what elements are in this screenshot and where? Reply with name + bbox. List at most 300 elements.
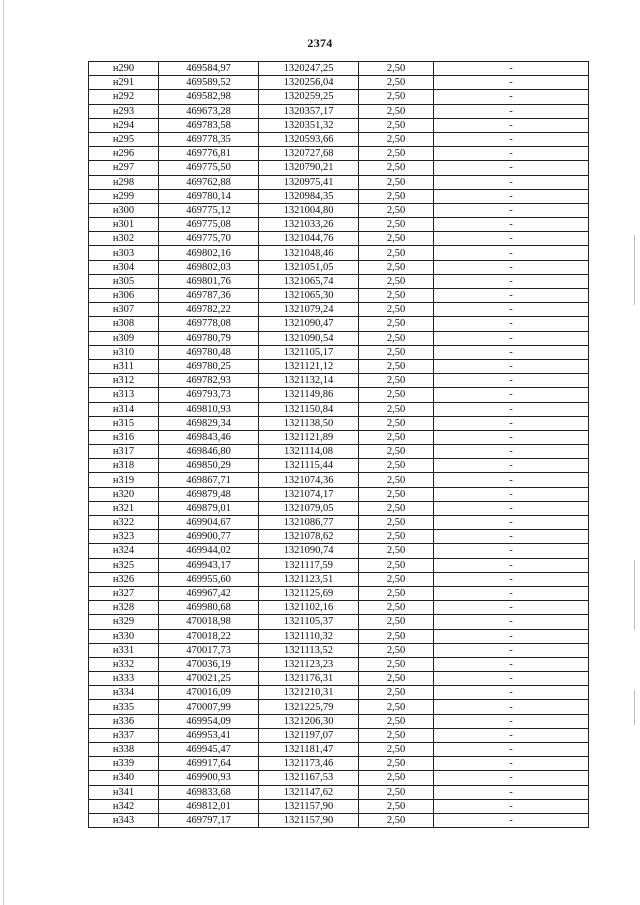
description-cell: - bbox=[434, 516, 589, 530]
x-coordinate-cell: 470016,09 bbox=[159, 686, 259, 700]
description-cell: - bbox=[434, 757, 589, 771]
description-cell: - bbox=[434, 62, 589, 76]
description-cell: - bbox=[434, 728, 589, 742]
accuracy-cell: 2,50 bbox=[359, 132, 434, 146]
y-coordinate-cell: 1321123,23 bbox=[259, 657, 359, 671]
y-coordinate-cell: 1321197,07 bbox=[259, 728, 359, 742]
point-id-cell: н330 bbox=[89, 629, 159, 643]
y-coordinate-cell: 1321078,62 bbox=[259, 530, 359, 544]
table-row bbox=[89, 62, 589, 76]
table-row bbox=[89, 501, 589, 515]
y-coordinate-cell: 1320247,25 bbox=[259, 62, 359, 76]
table-row bbox=[89, 90, 589, 104]
table-row bbox=[89, 629, 589, 643]
description-cell: - bbox=[434, 558, 589, 572]
table-row bbox=[89, 430, 589, 444]
y-coordinate-cell: 1321090,54 bbox=[259, 331, 359, 345]
y-coordinate-cell: 1321090,47 bbox=[259, 317, 359, 331]
accuracy-cell: 2,50 bbox=[359, 785, 434, 799]
accuracy-cell: 2,50 bbox=[359, 274, 434, 288]
point-id-cell: н294 bbox=[89, 118, 159, 132]
description-cell: - bbox=[434, 629, 589, 643]
description-cell: - bbox=[434, 430, 589, 444]
x-coordinate-cell: 469762,88 bbox=[159, 175, 259, 189]
table-row bbox=[89, 586, 589, 600]
description-cell: - bbox=[434, 274, 589, 288]
table-row bbox=[89, 813, 589, 827]
accuracy-cell: 2,50 bbox=[359, 303, 434, 317]
y-coordinate-cell: 1321147,62 bbox=[259, 785, 359, 799]
y-coordinate-cell: 1321125,69 bbox=[259, 586, 359, 600]
x-coordinate-cell: 469944,02 bbox=[159, 544, 259, 558]
y-coordinate-cell: 1321206,30 bbox=[259, 714, 359, 728]
table-row bbox=[89, 317, 589, 331]
table-row bbox=[89, 76, 589, 90]
description-cell: - bbox=[434, 813, 589, 827]
table-row bbox=[89, 132, 589, 146]
y-coordinate-cell: 1321065,30 bbox=[259, 289, 359, 303]
y-coordinate-cell: 1321105,17 bbox=[259, 345, 359, 359]
accuracy-cell: 2,50 bbox=[359, 459, 434, 473]
point-id-cell: н336 bbox=[89, 714, 159, 728]
point-id-cell: н300 bbox=[89, 203, 159, 217]
scan-right-mark bbox=[634, 560, 635, 630]
y-coordinate-cell: 1321079,05 bbox=[259, 501, 359, 515]
scan-right-mark bbox=[634, 690, 635, 725]
x-coordinate-cell: 469802,03 bbox=[159, 260, 259, 274]
description-cell: - bbox=[434, 359, 589, 373]
table-row bbox=[89, 416, 589, 430]
point-id-cell: н332 bbox=[89, 657, 159, 671]
description-cell: - bbox=[434, 743, 589, 757]
y-coordinate-cell: 1321114,08 bbox=[259, 445, 359, 459]
description-cell: - bbox=[434, 459, 589, 473]
x-coordinate-cell: 469850,29 bbox=[159, 459, 259, 473]
accuracy-cell: 2,50 bbox=[359, 813, 434, 827]
point-id-cell: н320 bbox=[89, 487, 159, 501]
table-row bbox=[89, 544, 589, 558]
x-coordinate-cell: 470021,25 bbox=[159, 672, 259, 686]
point-id-cell: н342 bbox=[89, 799, 159, 813]
x-coordinate-cell: 469980,68 bbox=[159, 601, 259, 615]
description-cell: - bbox=[434, 445, 589, 459]
description-cell: - bbox=[434, 218, 589, 232]
accuracy-cell: 2,50 bbox=[359, 232, 434, 246]
table-row bbox=[89, 203, 589, 217]
point-id-cell: н298 bbox=[89, 175, 159, 189]
accuracy-cell: 2,50 bbox=[359, 76, 434, 90]
description-cell: - bbox=[434, 104, 589, 118]
y-coordinate-cell: 1321004,80 bbox=[259, 203, 359, 217]
x-coordinate-cell: 469582,98 bbox=[159, 90, 259, 104]
point-id-cell: н316 bbox=[89, 430, 159, 444]
point-id-cell: н319 bbox=[89, 473, 159, 487]
y-coordinate-cell: 1321149,86 bbox=[259, 388, 359, 402]
accuracy-cell: 2,50 bbox=[359, 331, 434, 345]
description-cell: - bbox=[434, 544, 589, 558]
accuracy-cell: 2,50 bbox=[359, 445, 434, 459]
description-cell: - bbox=[434, 615, 589, 629]
table-row bbox=[89, 728, 589, 742]
table-row bbox=[89, 161, 589, 175]
x-coordinate-cell: 469801,76 bbox=[159, 274, 259, 288]
x-coordinate-cell: 469780,14 bbox=[159, 189, 259, 203]
y-coordinate-cell: 1320357,17 bbox=[259, 104, 359, 118]
x-coordinate-cell: 469780,25 bbox=[159, 359, 259, 373]
accuracy-cell: 2,50 bbox=[359, 743, 434, 757]
y-coordinate-cell: 1320351,32 bbox=[259, 118, 359, 132]
table-row bbox=[89, 672, 589, 686]
point-id-cell: н339 bbox=[89, 757, 159, 771]
table-row bbox=[89, 303, 589, 317]
y-coordinate-cell: 1320593,66 bbox=[259, 132, 359, 146]
point-id-cell: н338 bbox=[89, 743, 159, 757]
accuracy-cell: 2,50 bbox=[359, 728, 434, 742]
x-coordinate-cell: 469782,22 bbox=[159, 303, 259, 317]
accuracy-cell: 2,50 bbox=[359, 572, 434, 586]
y-coordinate-cell: 1321033,26 bbox=[259, 218, 359, 232]
x-coordinate-cell: 470017,73 bbox=[159, 643, 259, 657]
description-cell: - bbox=[434, 203, 589, 217]
x-coordinate-cell: 469673,28 bbox=[159, 104, 259, 118]
table-row bbox=[89, 601, 589, 615]
point-id-cell: н301 bbox=[89, 218, 159, 232]
y-coordinate-cell: 1321065,74 bbox=[259, 274, 359, 288]
point-id-cell: н290 bbox=[89, 62, 159, 76]
point-id-cell: н333 bbox=[89, 672, 159, 686]
x-coordinate-cell: 469900,77 bbox=[159, 530, 259, 544]
description-cell: - bbox=[434, 473, 589, 487]
point-id-cell: н296 bbox=[89, 147, 159, 161]
accuracy-cell: 2,50 bbox=[359, 700, 434, 714]
point-id-cell: н343 bbox=[89, 813, 159, 827]
x-coordinate-cell: 469945,47 bbox=[159, 743, 259, 757]
accuracy-cell: 2,50 bbox=[359, 289, 434, 303]
table-row bbox=[89, 402, 589, 416]
accuracy-cell: 2,50 bbox=[359, 147, 434, 161]
x-coordinate-cell: 469900,93 bbox=[159, 771, 259, 785]
coordinates-table bbox=[88, 61, 589, 828]
x-coordinate-cell: 469843,46 bbox=[159, 430, 259, 444]
table-row bbox=[89, 530, 589, 544]
y-coordinate-cell: 1321176,31 bbox=[259, 672, 359, 686]
description-cell: - bbox=[434, 700, 589, 714]
table-row bbox=[89, 289, 589, 303]
description-cell: - bbox=[434, 657, 589, 671]
y-coordinate-cell: 1320256,04 bbox=[259, 76, 359, 90]
table-row bbox=[89, 246, 589, 260]
table-row bbox=[89, 388, 589, 402]
table-row bbox=[89, 516, 589, 530]
x-coordinate-cell: 470018,98 bbox=[159, 615, 259, 629]
x-coordinate-cell: 469793,73 bbox=[159, 388, 259, 402]
point-id-cell: н341 bbox=[89, 785, 159, 799]
accuracy-cell: 2,50 bbox=[359, 516, 434, 530]
table-row bbox=[89, 686, 589, 700]
description-cell: - bbox=[434, 601, 589, 615]
description-cell: - bbox=[434, 416, 589, 430]
y-coordinate-cell: 1321225,79 bbox=[259, 700, 359, 714]
accuracy-cell: 2,50 bbox=[359, 402, 434, 416]
accuracy-cell: 2,50 bbox=[359, 62, 434, 76]
point-id-cell: н292 bbox=[89, 90, 159, 104]
point-id-cell: н309 bbox=[89, 331, 159, 345]
x-coordinate-cell: 469775,70 bbox=[159, 232, 259, 246]
accuracy-cell: 2,50 bbox=[359, 359, 434, 373]
point-id-cell: н335 bbox=[89, 700, 159, 714]
table-row bbox=[89, 459, 589, 473]
description-cell: - bbox=[434, 572, 589, 586]
point-id-cell: н324 bbox=[89, 544, 159, 558]
table-row bbox=[89, 714, 589, 728]
description-cell: - bbox=[434, 132, 589, 146]
table-row bbox=[89, 473, 589, 487]
description-cell: - bbox=[434, 147, 589, 161]
x-coordinate-cell: 469797,17 bbox=[159, 813, 259, 827]
point-id-cell: н312 bbox=[89, 374, 159, 388]
table-row bbox=[89, 757, 589, 771]
y-coordinate-cell: 1321090,74 bbox=[259, 544, 359, 558]
y-coordinate-cell: 1321115,44 bbox=[259, 459, 359, 473]
y-coordinate-cell: 1321117,59 bbox=[259, 558, 359, 572]
point-id-cell: н322 bbox=[89, 516, 159, 530]
description-cell: - bbox=[434, 76, 589, 90]
x-coordinate-cell: 469955,60 bbox=[159, 572, 259, 586]
x-coordinate-cell: 469833,68 bbox=[159, 785, 259, 799]
description-cell: - bbox=[434, 799, 589, 813]
y-coordinate-cell: 1321150,84 bbox=[259, 402, 359, 416]
description-cell: - bbox=[434, 118, 589, 132]
table-row bbox=[89, 743, 589, 757]
point-id-cell: н303 bbox=[89, 246, 159, 260]
x-coordinate-cell: 469812,01 bbox=[159, 799, 259, 813]
description-cell: - bbox=[434, 643, 589, 657]
accuracy-cell: 2,50 bbox=[359, 416, 434, 430]
description-cell: - bbox=[434, 487, 589, 501]
point-id-cell: н331 bbox=[89, 643, 159, 657]
table-row bbox=[89, 104, 589, 118]
accuracy-cell: 2,50 bbox=[359, 246, 434, 260]
description-cell: - bbox=[434, 331, 589, 345]
y-coordinate-cell: 1321044,76 bbox=[259, 232, 359, 246]
description-cell: - bbox=[434, 686, 589, 700]
table-row bbox=[89, 785, 589, 799]
table-row bbox=[89, 771, 589, 785]
table-row bbox=[89, 175, 589, 189]
description-cell: - bbox=[434, 289, 589, 303]
x-coordinate-cell: 469775,50 bbox=[159, 161, 259, 175]
table-row bbox=[89, 615, 589, 629]
x-coordinate-cell: 469879,48 bbox=[159, 487, 259, 501]
accuracy-cell: 2,50 bbox=[359, 473, 434, 487]
y-coordinate-cell: 1321105,37 bbox=[259, 615, 359, 629]
accuracy-cell: 2,50 bbox=[359, 643, 434, 657]
accuracy-cell: 2,50 bbox=[359, 558, 434, 572]
table-row bbox=[89, 487, 589, 501]
x-coordinate-cell: 469589,52 bbox=[159, 76, 259, 90]
y-coordinate-cell: 1321121,89 bbox=[259, 430, 359, 444]
x-coordinate-cell: 469967,42 bbox=[159, 586, 259, 600]
accuracy-cell: 2,50 bbox=[359, 487, 434, 501]
accuracy-cell: 2,50 bbox=[359, 601, 434, 615]
y-coordinate-cell: 1321173,46 bbox=[259, 757, 359, 771]
accuracy-cell: 2,50 bbox=[359, 686, 434, 700]
point-id-cell: н314 bbox=[89, 402, 159, 416]
description-cell: - bbox=[434, 374, 589, 388]
accuracy-cell: 2,50 bbox=[359, 586, 434, 600]
table-row bbox=[89, 118, 589, 132]
x-coordinate-cell: 470018,22 bbox=[159, 629, 259, 643]
table-row bbox=[89, 232, 589, 246]
y-coordinate-cell: 1320984,35 bbox=[259, 189, 359, 203]
description-cell: - bbox=[434, 785, 589, 799]
y-coordinate-cell: 1321102,16 bbox=[259, 601, 359, 615]
table-row bbox=[89, 643, 589, 657]
description-cell: - bbox=[434, 317, 589, 331]
accuracy-cell: 2,50 bbox=[359, 90, 434, 104]
table-row bbox=[89, 260, 589, 274]
x-coordinate-cell: 469783,58 bbox=[159, 118, 259, 132]
accuracy-cell: 2,50 bbox=[359, 203, 434, 217]
accuracy-cell: 2,50 bbox=[359, 501, 434, 515]
x-coordinate-cell: 469780,48 bbox=[159, 345, 259, 359]
y-coordinate-cell: 1320727,68 bbox=[259, 147, 359, 161]
table-row bbox=[89, 274, 589, 288]
x-coordinate-cell: 469879,01 bbox=[159, 501, 259, 515]
x-coordinate-cell: 469917,64 bbox=[159, 757, 259, 771]
scan-left-border bbox=[3, 0, 4, 905]
table-row bbox=[89, 374, 589, 388]
table-row bbox=[89, 218, 589, 232]
accuracy-cell: 2,50 bbox=[359, 374, 434, 388]
x-coordinate-cell: 469782,93 bbox=[159, 374, 259, 388]
y-coordinate-cell: 1321079,24 bbox=[259, 303, 359, 317]
y-coordinate-cell: 1321210,31 bbox=[259, 686, 359, 700]
description-cell: - bbox=[434, 345, 589, 359]
point-id-cell: н291 bbox=[89, 76, 159, 90]
description-cell: - bbox=[434, 232, 589, 246]
point-id-cell: н326 bbox=[89, 572, 159, 586]
y-coordinate-cell: 1321132,14 bbox=[259, 374, 359, 388]
point-id-cell: н302 bbox=[89, 232, 159, 246]
description-cell: - bbox=[434, 90, 589, 104]
accuracy-cell: 2,50 bbox=[359, 218, 434, 232]
description-cell: - bbox=[434, 175, 589, 189]
description-cell: - bbox=[434, 388, 589, 402]
accuracy-cell: 2,50 bbox=[359, 161, 434, 175]
accuracy-cell: 2,50 bbox=[359, 615, 434, 629]
table-row bbox=[89, 445, 589, 459]
point-id-cell: н317 bbox=[89, 445, 159, 459]
x-coordinate-cell: 469775,08 bbox=[159, 218, 259, 232]
accuracy-cell: 2,50 bbox=[359, 771, 434, 785]
accuracy-cell: 2,50 bbox=[359, 757, 434, 771]
point-id-cell: н310 bbox=[89, 345, 159, 359]
y-coordinate-cell: 1321157,90 bbox=[259, 813, 359, 827]
accuracy-cell: 2,50 bbox=[359, 657, 434, 671]
table-row bbox=[89, 700, 589, 714]
table-row bbox=[89, 572, 589, 586]
point-id-cell: н311 bbox=[89, 359, 159, 373]
y-coordinate-cell: 1321110,32 bbox=[259, 629, 359, 643]
description-cell: - bbox=[434, 530, 589, 544]
point-id-cell: н337 bbox=[89, 728, 159, 742]
description-cell: - bbox=[434, 714, 589, 728]
description-cell: - bbox=[434, 189, 589, 203]
point-id-cell: н293 bbox=[89, 104, 159, 118]
table-row bbox=[89, 799, 589, 813]
coordinates-table-body bbox=[89, 62, 589, 828]
table-row bbox=[89, 331, 589, 345]
accuracy-cell: 2,50 bbox=[359, 175, 434, 189]
accuracy-cell: 2,50 bbox=[359, 672, 434, 686]
y-coordinate-cell: 1321157,90 bbox=[259, 799, 359, 813]
y-coordinate-cell: 1321086,77 bbox=[259, 516, 359, 530]
x-coordinate-cell: 469953,41 bbox=[159, 728, 259, 742]
accuracy-cell: 2,50 bbox=[359, 104, 434, 118]
x-coordinate-cell: 469867,71 bbox=[159, 473, 259, 487]
table-row bbox=[89, 359, 589, 373]
description-cell: - bbox=[434, 501, 589, 515]
point-id-cell: н295 bbox=[89, 132, 159, 146]
point-id-cell: н327 bbox=[89, 586, 159, 600]
point-id-cell: н306 bbox=[89, 289, 159, 303]
accuracy-cell: 2,50 bbox=[359, 530, 434, 544]
point-id-cell: н305 bbox=[89, 274, 159, 288]
point-id-cell: н299 bbox=[89, 189, 159, 203]
point-id-cell: н318 bbox=[89, 459, 159, 473]
accuracy-cell: 2,50 bbox=[359, 430, 434, 444]
accuracy-cell: 2,50 bbox=[359, 345, 434, 359]
point-id-cell: н321 bbox=[89, 501, 159, 515]
accuracy-cell: 2,50 bbox=[359, 317, 434, 331]
y-coordinate-cell: 1321074,17 bbox=[259, 487, 359, 501]
x-coordinate-cell: 470036,19 bbox=[159, 657, 259, 671]
y-coordinate-cell: 1321138,50 bbox=[259, 416, 359, 430]
point-id-cell: н325 bbox=[89, 558, 159, 572]
y-coordinate-cell: 1321181,47 bbox=[259, 743, 359, 757]
accuracy-cell: 2,50 bbox=[359, 388, 434, 402]
x-coordinate-cell: 469778,08 bbox=[159, 317, 259, 331]
description-cell: - bbox=[434, 771, 589, 785]
x-coordinate-cell: 469846,80 bbox=[159, 445, 259, 459]
description-cell: - bbox=[434, 672, 589, 686]
x-coordinate-cell: 469775,12 bbox=[159, 203, 259, 217]
accuracy-cell: 2,50 bbox=[359, 189, 434, 203]
page-number: 2374 bbox=[307, 36, 333, 50]
x-coordinate-cell: 469584,97 bbox=[159, 62, 259, 76]
y-coordinate-cell: 1320975,41 bbox=[259, 175, 359, 189]
table-row bbox=[89, 147, 589, 161]
point-id-cell: н323 bbox=[89, 530, 159, 544]
x-coordinate-cell: 469954,09 bbox=[159, 714, 259, 728]
y-coordinate-cell: 1321113,52 bbox=[259, 643, 359, 657]
description-cell: - bbox=[434, 303, 589, 317]
y-coordinate-cell: 1321051,05 bbox=[259, 260, 359, 274]
accuracy-cell: 2,50 bbox=[359, 118, 434, 132]
description-cell: - bbox=[434, 402, 589, 416]
description-cell: - bbox=[434, 586, 589, 600]
x-coordinate-cell: 469780,79 bbox=[159, 331, 259, 345]
x-coordinate-cell: 469778,35 bbox=[159, 132, 259, 146]
point-id-cell: н304 bbox=[89, 260, 159, 274]
point-id-cell: н340 bbox=[89, 771, 159, 785]
scan-right-mark bbox=[634, 235, 635, 305]
accuracy-cell: 2,50 bbox=[359, 799, 434, 813]
point-id-cell: н313 bbox=[89, 388, 159, 402]
y-coordinate-cell: 1321167,53 bbox=[259, 771, 359, 785]
x-coordinate-cell: 469904,67 bbox=[159, 516, 259, 530]
